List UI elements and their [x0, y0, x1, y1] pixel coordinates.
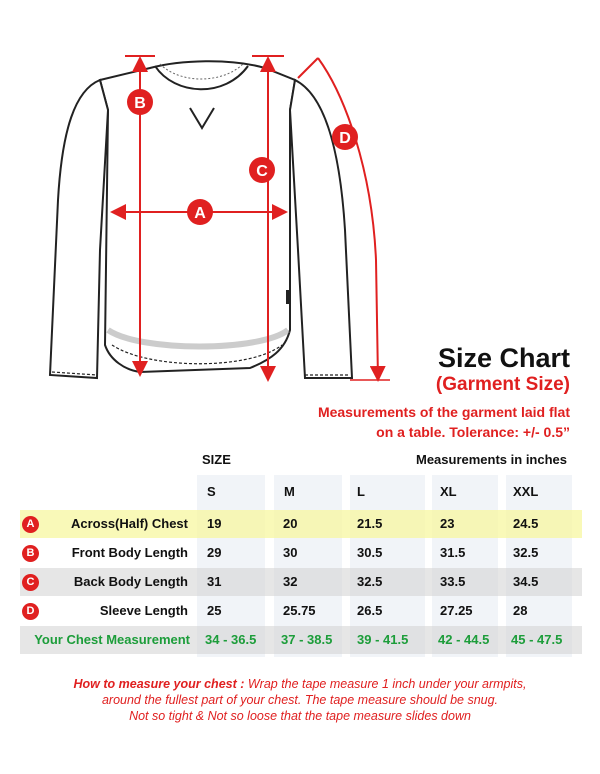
- cell-m: 32: [283, 574, 298, 589]
- cell-m: 25.75: [283, 603, 316, 618]
- cell-xxl: 32.5: [513, 545, 539, 560]
- cell-s: 19: [207, 516, 222, 531]
- row-label: Your Chest Measurement: [34, 632, 190, 647]
- measurement-note: [240, 402, 570, 442]
- row-label: Across(Half) Chest: [70, 516, 188, 531]
- cell-l: 39 - 41.5: [357, 632, 409, 647]
- cell-l: 32.5: [357, 574, 383, 589]
- cell-xxl: 34.5: [513, 574, 539, 589]
- cell-xl: 33.5: [440, 574, 466, 589]
- size-header-xl: XL: [440, 484, 457, 499]
- cell-s: 34 - 36.5: [205, 632, 257, 647]
- cell-l: 26.5: [357, 603, 383, 618]
- badge-d-icon: D: [22, 603, 39, 620]
- cell-xl: 27.25: [440, 603, 473, 618]
- cell-m: 20: [283, 516, 298, 531]
- cell-xl: 31.5: [440, 545, 466, 560]
- size-header-m: M: [284, 484, 295, 499]
- badge-c-icon: C: [22, 574, 39, 591]
- table-row: [0, 568, 600, 596]
- table-row: [0, 626, 600, 654]
- units-label: Measurements in inches: [416, 452, 567, 467]
- cell-xxl: 24.5: [513, 516, 539, 531]
- row-label: Sleeve Length: [99, 603, 188, 618]
- cell-xl: 23: [440, 516, 455, 531]
- howto-line-1: Wrap the tape measure 1 inch under your armpits,: [244, 677, 527, 691]
- howto-line-3: Not so tight & Not so loose that the tape measure slides down: [129, 709, 471, 723]
- marker-d-icon: [332, 124, 358, 150]
- size-label: SIZE: [202, 452, 231, 467]
- cell-xxl: 28: [513, 603, 528, 618]
- svg-text:C: C: [256, 163, 268, 180]
- table-row: [0, 597, 600, 625]
- cell-xl: 42 - 44.5: [438, 632, 490, 647]
- svg-text:A: A: [194, 205, 206, 222]
- size-header-s: S: [207, 484, 216, 499]
- howto-title: How to measure your chest :: [73, 677, 245, 691]
- marker-c-icon: [249, 157, 275, 183]
- badge-b-icon: B: [22, 545, 39, 562]
- svg-text:D: D: [339, 130, 351, 147]
- cell-s: 25: [207, 603, 222, 618]
- note-line-1: Measurements of the garment laid flat: [317, 404, 570, 420]
- cell-m: 37 - 38.5: [281, 632, 333, 647]
- cell-s: 29: [207, 545, 222, 560]
- howto-line-2: around the fullest part of your chest. The tape measure should be snug.: [101, 693, 499, 707]
- cell-xxl: 45 - 47.5: [511, 632, 563, 647]
- badge-a-icon: A: [22, 516, 39, 533]
- marker-a-icon: [187, 199, 213, 225]
- note-line-2: on a table. Tolerance: +/- 0.5”: [376, 424, 570, 440]
- table-row: [0, 539, 600, 567]
- marker-b-icon: [127, 89, 153, 115]
- row-label: Front Body Length: [71, 545, 188, 560]
- cell-m: 30: [283, 545, 298, 560]
- size-header-xxl: XXL: [513, 484, 539, 499]
- size-header-l: L: [357, 484, 365, 499]
- table-row: [0, 510, 600, 538]
- page-title: Size Chart: [437, 343, 570, 373]
- page-subtitle: (Garment Size): [435, 374, 570, 395]
- cell-l: 30.5: [357, 545, 383, 560]
- how-to-measure: [40, 676, 560, 724]
- svg-text:B: B: [134, 95, 146, 112]
- row-label: Back Body Length: [73, 574, 188, 589]
- sleeve-left: [50, 80, 108, 378]
- cell-s: 31: [207, 574, 222, 589]
- cell-l: 21.5: [357, 516, 383, 531]
